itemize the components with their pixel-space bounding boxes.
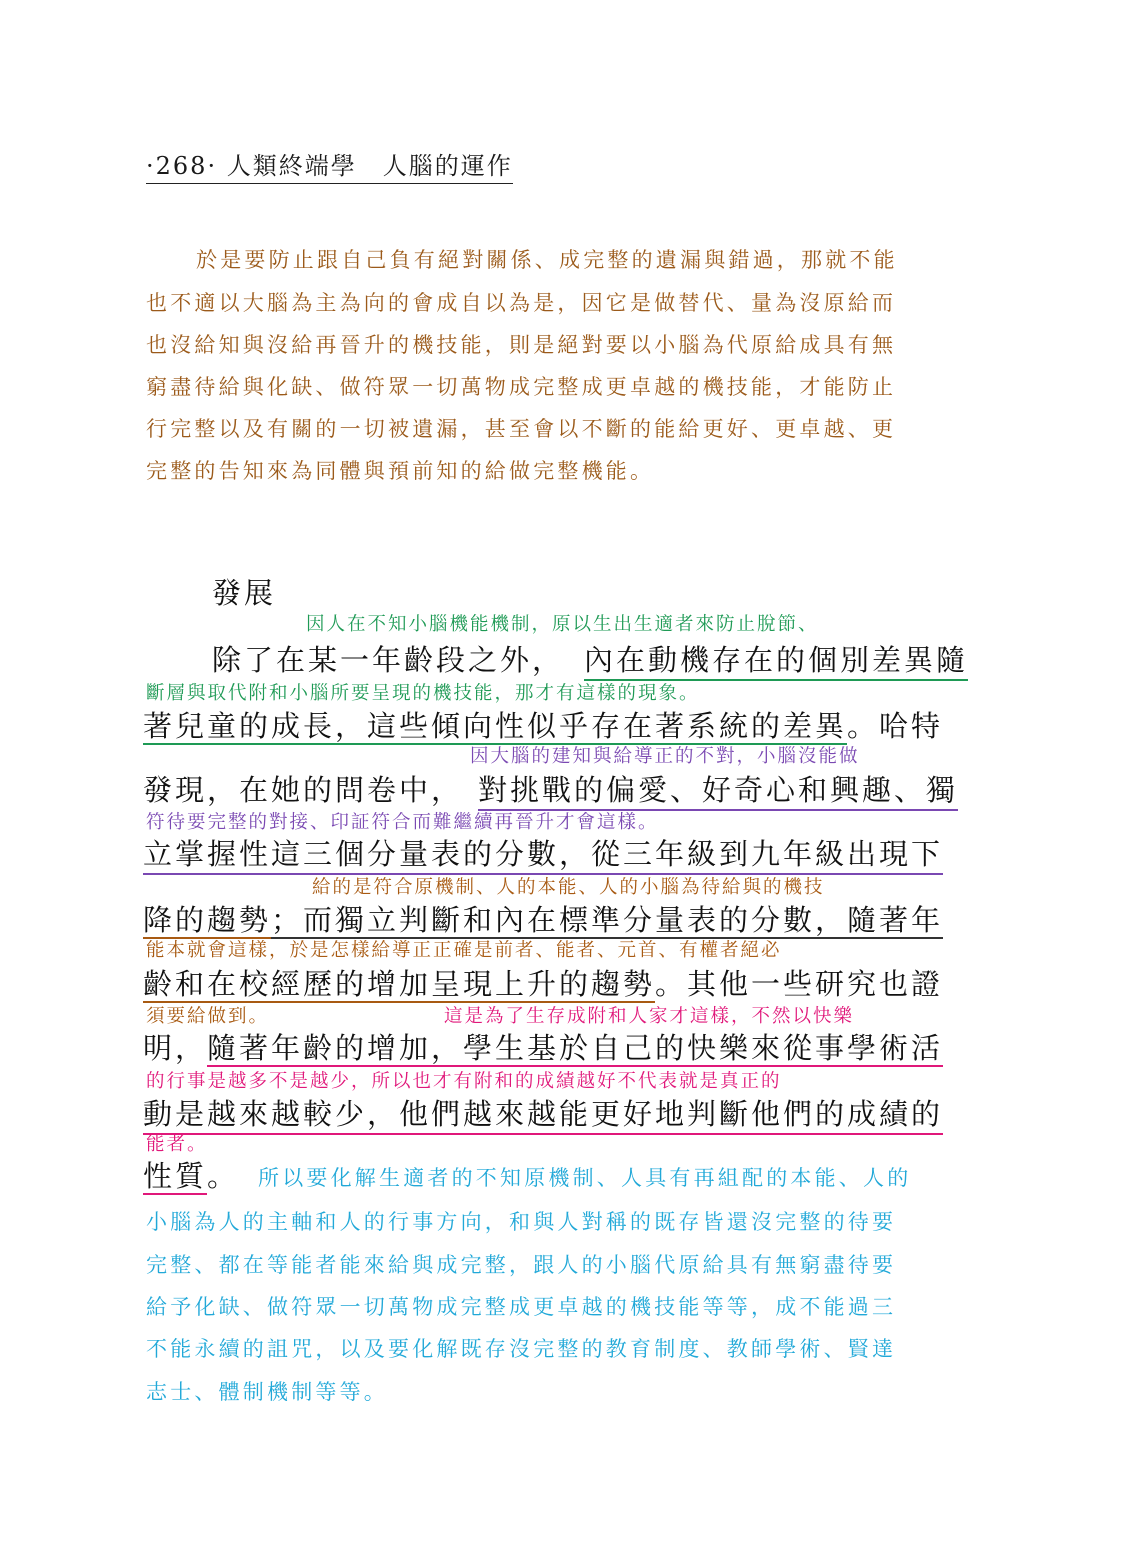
para1-line: 窮盡待給與化缺、做符眾一切萬物成完整成更卓越的機技能，才能防止 bbox=[146, 375, 897, 399]
underlined-span: ；而獨立判斷和內在標準分量表的分數，隨著年 bbox=[271, 903, 944, 937]
main-text-underlined bbox=[143, 898, 943, 939]
main-text-underlined bbox=[143, 962, 943, 1003]
para2-line: 完整、都在等能者能來給與成完整，跟人的小腦代原給具有無窮盡待要 bbox=[146, 1253, 897, 1277]
para2-line: 給予化缺、做符眾一切萬物成完整成更卓越的機技能等等，成不能過三 bbox=[146, 1295, 897, 1319]
para1-line: 也不適以大腦為主為向的會成自以為是，因它是做替代、量為沒原給而 bbox=[146, 291, 897, 315]
page-header: ·268· 人類終端學 人腦的運作 bbox=[146, 146, 513, 184]
para2-line: 小腦為人的主軸和人的行事方向，和與人對稱的既存皆還沒完整的待要 bbox=[146, 1210, 897, 1234]
annotation-magenta: 能者。 bbox=[146, 1134, 208, 1155]
main-text-underlined bbox=[143, 1154, 239, 1195]
annotation-orange: 能本就會這樣，於是怎樣給導正正確是前者、能者、元首、有權者絕必 bbox=[146, 940, 782, 961]
para1-line: 於是要防止跟自己負有絕對關係、成完整的遺漏與錯過，那就不能 bbox=[196, 248, 898, 272]
underlined-span: 齡和在校經歷的增加呈現上升的趨勢 bbox=[143, 967, 656, 1001]
para1-line: 完整的告知來為同體與預前知的給做完整機能。 bbox=[146, 459, 655, 483]
main-text-underlined: 內在動機存在的個別差異隨 bbox=[584, 638, 968, 681]
text-span: 明， bbox=[143, 1031, 208, 1065]
main-text-underlined: 立掌握性這三個分量表的分數，從三年級到九年級出現下 bbox=[143, 832, 943, 875]
main-text-underlined bbox=[143, 704, 943, 745]
annotation-green: 因人在不知小腦機能機制，原以生出生適者來防止脫節、 bbox=[306, 614, 819, 635]
main-text-underlined bbox=[143, 1026, 943, 1067]
main-text: 發現，在她的問卷中， bbox=[143, 773, 464, 807]
para2-line: 志士、體制機制等等。 bbox=[146, 1380, 388, 1404]
annotation-magenta: 這是為了生存成附和人家才這樣，不然以快樂 bbox=[444, 1006, 855, 1027]
section-heading: 發展 bbox=[212, 576, 277, 610]
annotation-orange: 給的是符合原機制、人的本能、人的小腦為待給與的機技 bbox=[312, 877, 825, 898]
annotation-green: 斷層與取代附和小腦所要呈現的機技能，那才有這樣的現象。 bbox=[146, 683, 700, 704]
text-span: 。 bbox=[207, 1159, 240, 1193]
para2-line: 所以要化解生適者的不知原機制、人具有再組配的本能、人的 bbox=[258, 1166, 912, 1190]
underlined-span: 性質 bbox=[143, 1159, 208, 1193]
main-text: 除了在某一年齡段之外， bbox=[212, 643, 565, 677]
para2-line: 不能永續的詛咒，以及要化解既存沒完整的教育制度、教師學術、賢達 bbox=[146, 1337, 897, 1361]
main-text-underlined: 對挑戰的偏愛、好奇心和興趣、獨 bbox=[478, 768, 958, 811]
para1-line: 行完整以及有關的一切被遺漏，甚至會以不斷的能給更好、更卓越、更 bbox=[146, 417, 897, 441]
text-span: 。其他一些研究也證 bbox=[655, 967, 944, 1001]
annotation-purple: 因大腦的建知與給導正的不對，小腦沒能做 bbox=[470, 746, 860, 767]
main-text-underlined: 動是越來越較少，他們越來越能更好地判斷他們的成績的 bbox=[143, 1092, 943, 1135]
annotation-orange: 須要給做到。 bbox=[146, 1006, 270, 1027]
para1-line: 也沒給知與沒給再晉升的機技能，則是絕對要以小腦為代原給成具有無 bbox=[146, 333, 897, 357]
underlined-span: 著兒童的成長，這些傾向性似乎存在著系統的差異 bbox=[143, 709, 848, 743]
annotation-purple: 符待要完整的對接、印証符合而難繼續再晉升才會這樣。 bbox=[146, 812, 659, 833]
annotation-magenta: 的行事是越多不是越少，所以也才有附和的成績越好不代表就是真正的 bbox=[146, 1071, 782, 1092]
text-span: 。哈特 bbox=[847, 709, 944, 743]
underlined-span: 隨著年齡的增加，學生基於自己的快樂來從事學術活 bbox=[207, 1031, 944, 1065]
underlined-span: 降的趨勢 bbox=[143, 903, 272, 937]
